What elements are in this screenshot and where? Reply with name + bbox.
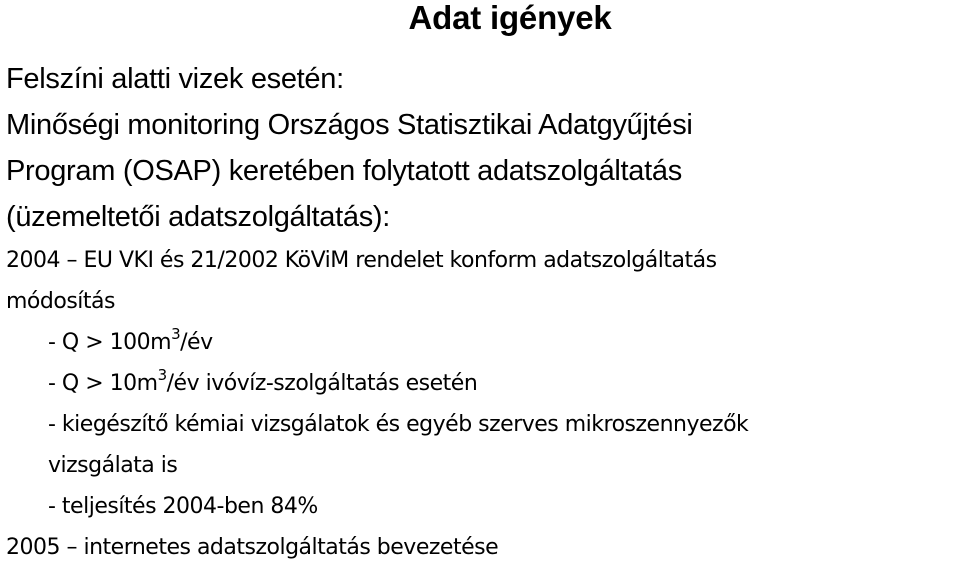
text-line-7 — [6, 322, 956, 363]
text-line-8-superscript: 3 — [157, 365, 167, 384]
text-line-5: 2004 – EU VKI és 21/2002 KöViM rendelet konform adatszolgáltatás — [6, 248, 717, 273]
content-block — [6, 56, 956, 568]
text-line-1: Felszíni alatti vizek esetén: — [6, 63, 344, 95]
text-line-7-superscript: 3 — [171, 324, 181, 343]
text-line-4: (üzemeltetői adatszolgáltatás): — [6, 201, 391, 233]
text-line-12: 2005 – internetes adatszolgáltatás bevezetése — [6, 535, 499, 560]
text-line-11: - teljesítés 2004-ben 84% — [48, 494, 318, 519]
text-line-8-main: - Q > 10m — [48, 371, 158, 396]
text-line-10: vizsgálata is — [48, 453, 178, 478]
text-line-7-main: - Q > 100m — [48, 330, 172, 355]
text-line-9: - kiegészítő kémiai vizsgálatok és egyéb szerves mikroszennyezők — [48, 412, 749, 437]
text-line-8 — [6, 363, 956, 404]
text-line-7-tail: /év — [180, 330, 213, 355]
text-line-6: módosítás — [6, 289, 115, 314]
text-line-2: Minőségi monitoring Országos Statisztikai Adatgyűjtési — [6, 109, 693, 141]
slide-title: Adat igények — [408, 0, 612, 36]
text-line-8-tail: /év ivóvíz-szolgáltatás esetén — [166, 371, 478, 396]
text-line-3: Program (OSAP) keretében folytatott adatszolgáltatás — [6, 155, 682, 187]
